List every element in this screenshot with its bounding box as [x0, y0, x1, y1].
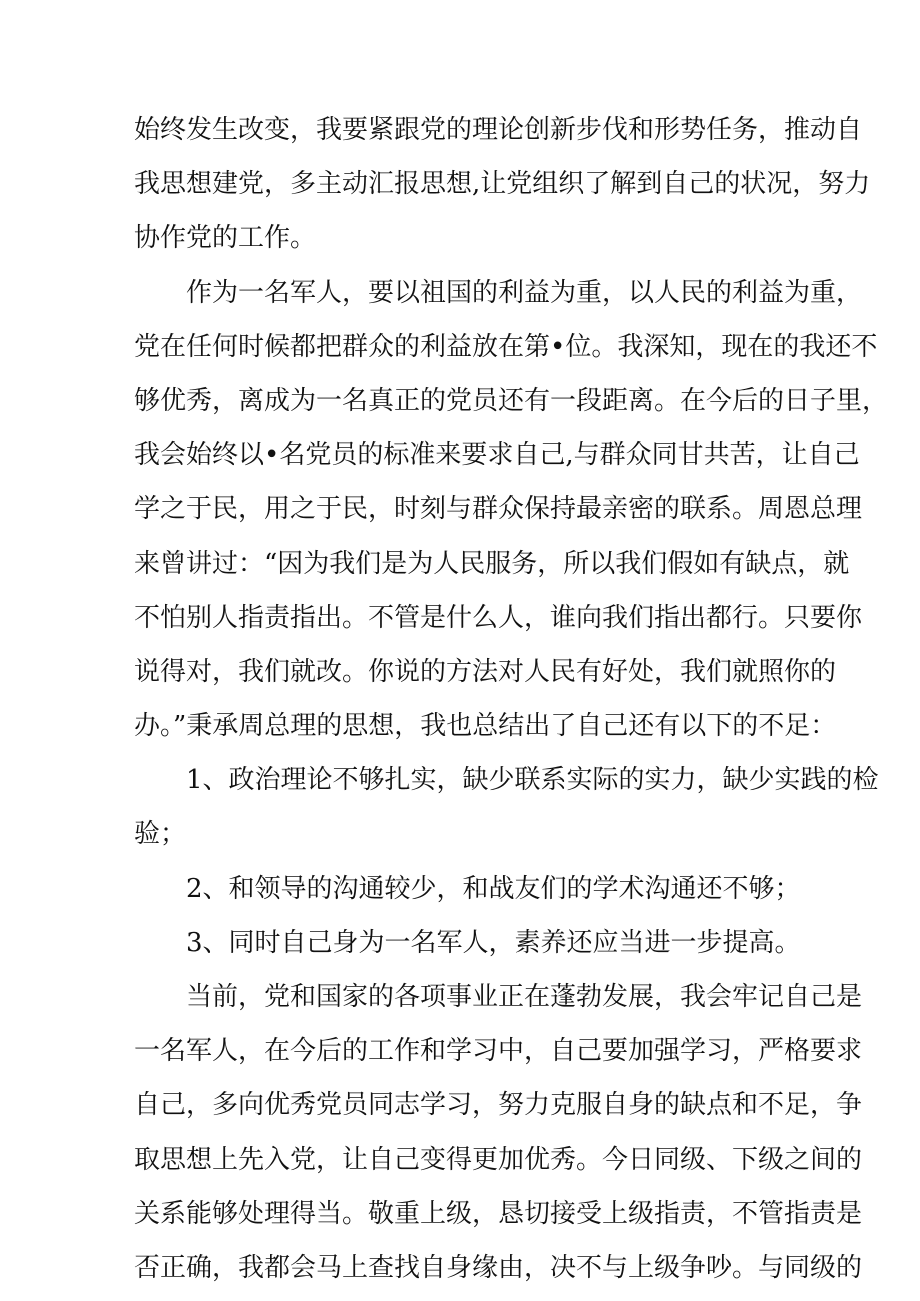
text-line: 我会始终以•名党员的标准来要求自己,与群众同甘共苦，让自己: [134, 440, 860, 471]
list-item-3: 3、同时自己身为一名军人，素养还应当进一步提高。: [186, 927, 801, 958]
text-line: 学之于民，用之于民，时刻与群众保持最亲密的联系。周恩总理: [134, 494, 863, 525]
paragraph-start-line: 作为一名军人，要以祖国的利益为重，以人民的利益为重，: [186, 277, 863, 308]
text-line: 说得对，我们就改。你说的方法对人民有好处，我们就照你的: [134, 656, 837, 687]
document-body: [134, 103, 889, 1295]
text-line: 否正确，我都会马上查找自身缘由，决不与上级争吵。与同级的: [134, 1252, 863, 1283]
text-line: 我思想建党，多主动汇报思想,让党组织了解到自己的状况，努力: [134, 169, 871, 200]
text-line: 取思想上先入党，让自己变得更加优秀。今日同级、下级之间的: [134, 1144, 863, 1175]
text-line: 一名军人，在今后的工作和学习中，自己要加强学习，严格要求: [134, 1036, 863, 1067]
text-line: 自己，多向优秀党员同志学习，努力克服自身的缺点和不足，争: [134, 1090, 863, 1121]
list-item-1: 1、政治理论不够扎实，缺少联系实际的实力，缺少实践的检: [186, 765, 879, 796]
text-line: 来曾讲过：“因为我们是为人民服务，所以我们假如有缺点，就: [134, 548, 850, 579]
text-line: 党在任何时候都把群众的利益放在第•位。我深知，现在的我还不: [134, 331, 878, 362]
text-line: 始终发生改变，我要紧跟党的理论创新步伐和形势任务，推动自: [134, 115, 863, 145]
text-line: 关系能够处理得当。敬重上级，恳切接受上级指责，不管指责是: [134, 1198, 863, 1229]
text-line: 协作党的工作。: [134, 223, 317, 254]
text-line: 验；: [134, 819, 187, 850]
text-line: 办。”秉承周总理的思想，我也总结出了自己还有以下的不足：: [134, 711, 837, 742]
text-line: 够优秀，离成为一名真正的党员还有一段距离。在今后的日子里，: [134, 385, 889, 416]
text-line: 不怕别人指责指出。不管是什么人，谁向我们指出都行。只要你: [134, 602, 863, 633]
list-item-2: 2、和领导的沟通较少，和战友们的学术沟通还不够；: [186, 873, 801, 904]
paragraph-start-line: 当前，党和国家的各项事业正在蓬勃发展，我会牢记自己是: [186, 982, 863, 1012]
